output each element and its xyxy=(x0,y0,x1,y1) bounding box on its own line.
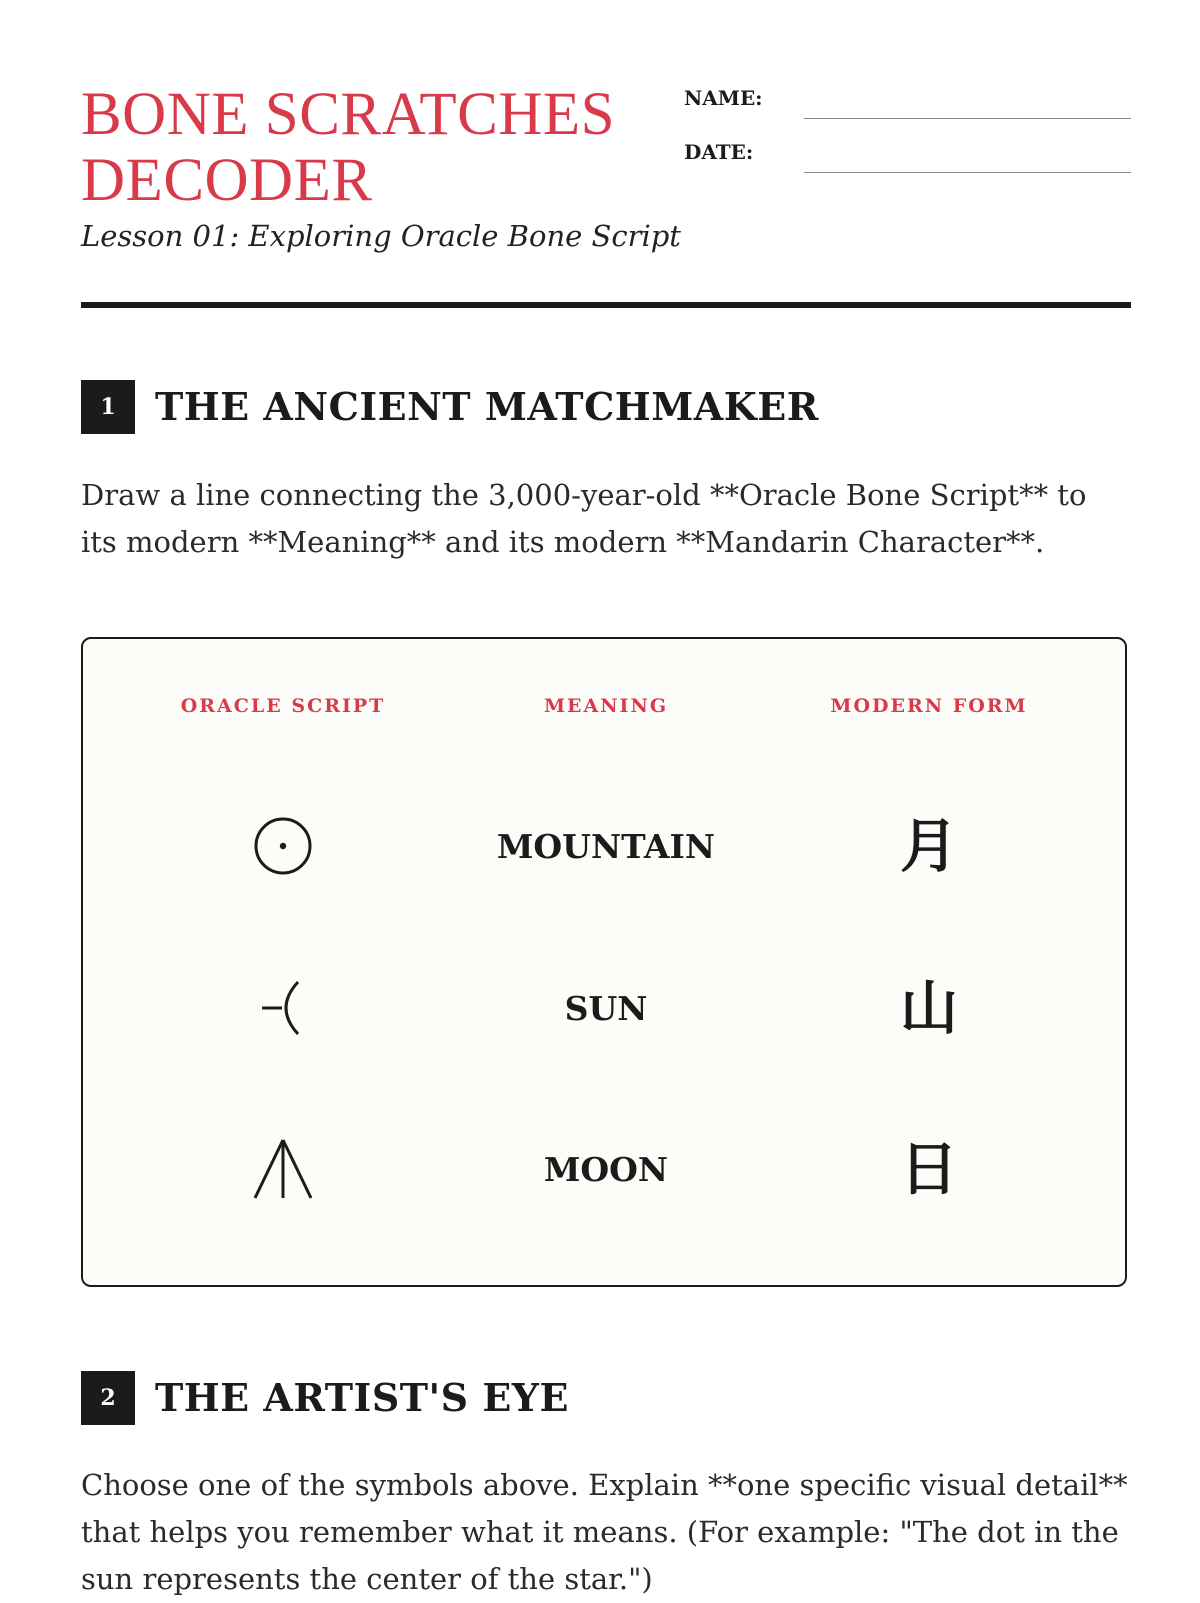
title-line-2: DECODER xyxy=(81,147,373,214)
oracle-moon-cell[interactable] xyxy=(153,968,413,1048)
title-line-1: BONE SCRATCHES xyxy=(81,81,616,148)
worksheet-title xyxy=(81,82,641,214)
modern-form-item[interactable] xyxy=(799,968,1059,1048)
oracle-moon-icon xyxy=(248,973,318,1043)
section-1-number: 1 xyxy=(81,380,135,434)
column-header-oracle: ORACLE SCRIPT xyxy=(180,695,386,717)
modern-form-item[interactable] xyxy=(799,806,1059,886)
date-write-line[interactable] xyxy=(804,172,1131,173)
section-2-number: 2 xyxy=(81,1371,135,1425)
column-header-meaning: MEANING xyxy=(543,695,669,717)
meaning-label: MOUNTAIN xyxy=(496,826,716,866)
meaning-item[interactable] xyxy=(476,806,736,886)
section-2-heading xyxy=(81,1371,1131,1425)
date-field[interactable] xyxy=(684,136,1131,176)
matching-panel xyxy=(81,637,1127,1287)
meaning-label: MOON xyxy=(543,1149,669,1189)
section-2-instructions: Choose one of the symbols above. Explain **one specific visual detail** that helps you remember what it means. (For example: "The dot in the sun represents the center of the star.") xyxy=(81,1468,1128,1596)
section-2-title: THE ARTIST'S EYE xyxy=(155,1375,569,1420)
modern-character: 山 xyxy=(899,974,958,1042)
column-header-modern: MODERN FORM xyxy=(830,695,1028,717)
meaning-item[interactable] xyxy=(476,1129,736,1209)
oracle-mountain-cell[interactable] xyxy=(153,1129,413,1209)
oracle-sun-icon xyxy=(248,811,318,881)
name-write-line[interactable] xyxy=(804,118,1131,119)
meaning-item[interactable] xyxy=(476,968,736,1048)
modern-form-item[interactable] xyxy=(799,1129,1059,1209)
oracle-mountain-icon xyxy=(248,1134,318,1204)
section-1-instructions: Draw a line connecting the 3,000-year-old **Oracle Bone Script** to its modern **Meaning** and its modern **Mandarin Character**. xyxy=(81,478,1087,559)
modern-character: 日 xyxy=(899,1135,958,1203)
date-label: DATE: xyxy=(684,140,754,164)
modern-character: 月 xyxy=(899,812,958,880)
section-1-title: THE ANCIENT MATCHMAKER xyxy=(155,384,819,429)
worksheet-page xyxy=(81,0,1131,1600)
section-1-heading xyxy=(81,380,1131,434)
name-field[interactable] xyxy=(684,82,1131,122)
lesson-subtitle: Lesson 01: Exploring Oracle Bone Script xyxy=(81,219,681,253)
oracle-sun-cell[interactable] xyxy=(153,806,413,886)
name-label: NAME: xyxy=(684,86,763,110)
header-divider xyxy=(81,302,1131,308)
meaning-label: SUN xyxy=(564,988,648,1028)
